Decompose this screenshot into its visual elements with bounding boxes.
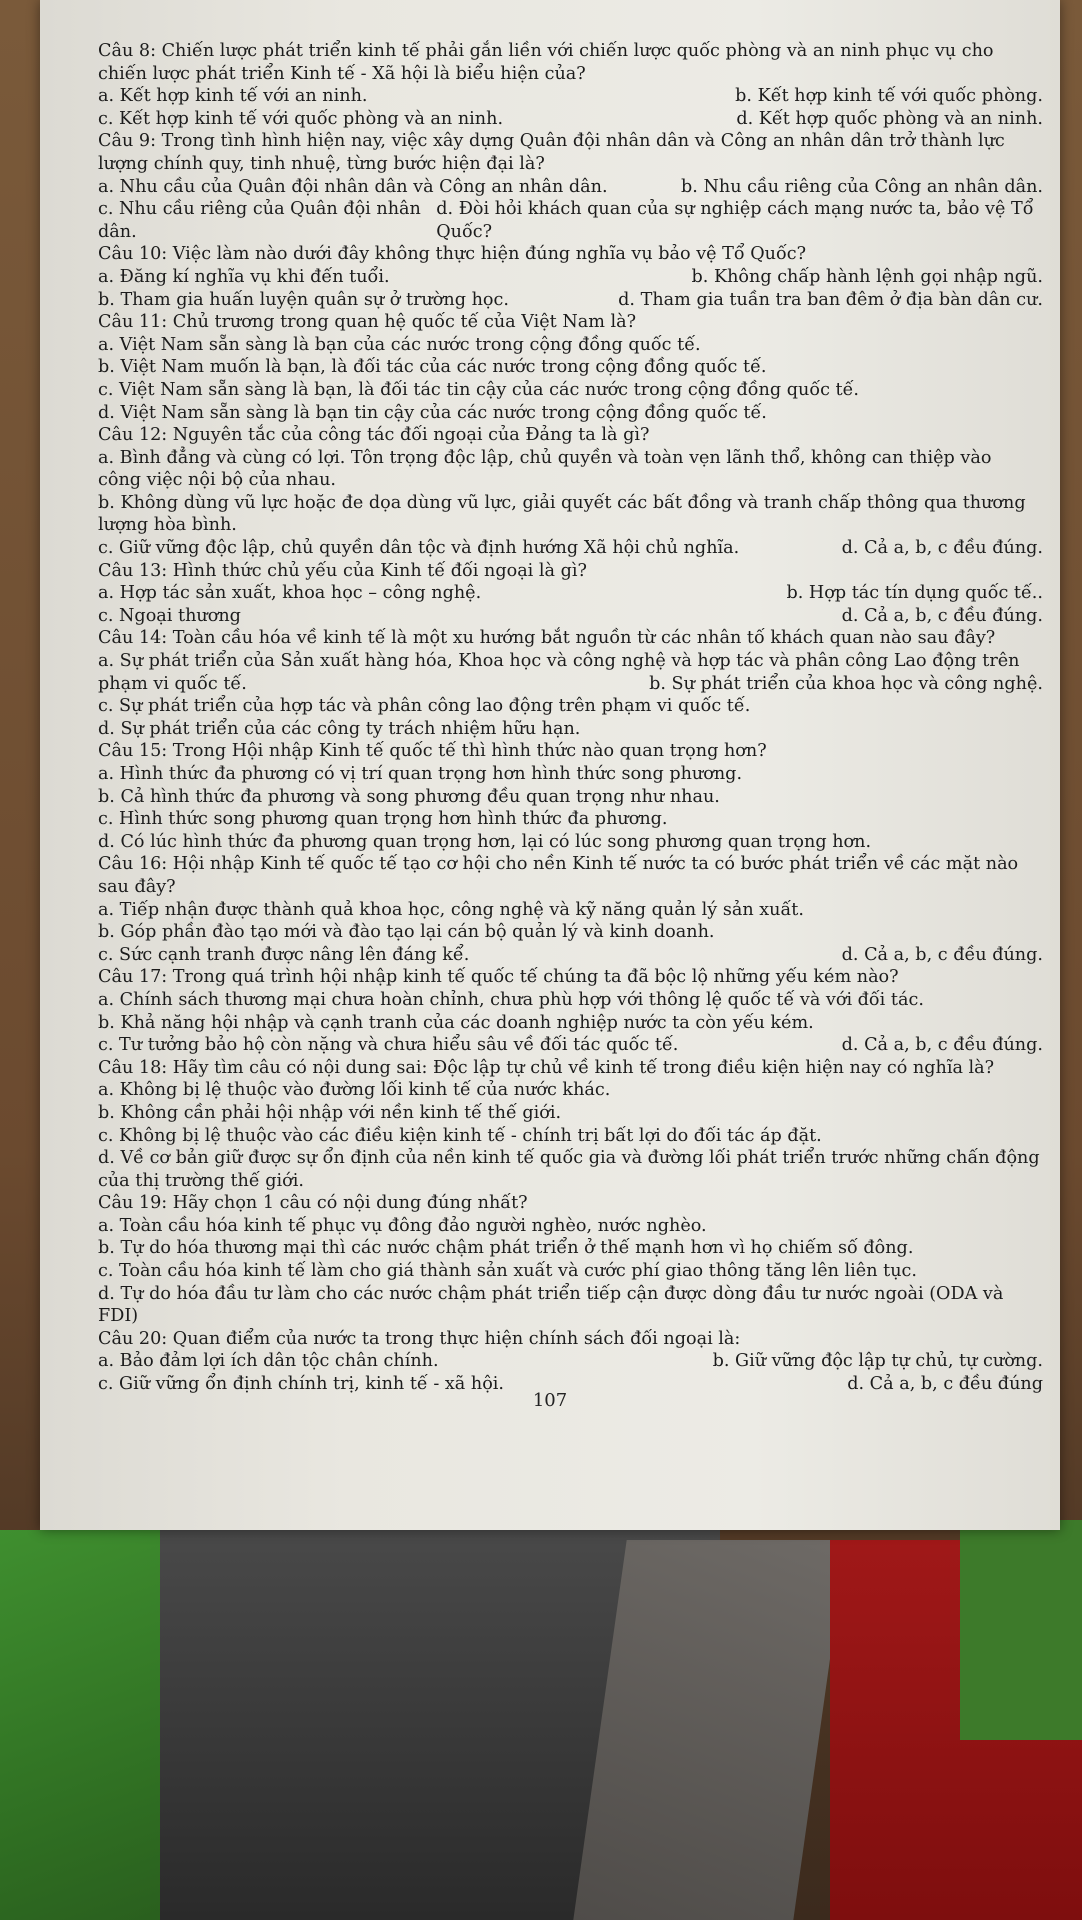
option-row xyxy=(98,605,1043,628)
text-line: d. Việt Nam sẵn sàng là bạn tin cậy của các nước trong cộng đồng quốc tế. xyxy=(98,402,767,423)
option-row xyxy=(98,944,1043,967)
green-object xyxy=(0,1530,170,1920)
option-row xyxy=(98,673,1043,696)
text-line: Câu 17: Trong quá trình hội nhập kinh tế quốc tế chúng ta đã bộc lộ những yếu kém nào? xyxy=(98,967,899,988)
text-line: d. Sự phát triển của các công ty trách nhiệm hữu hạn. xyxy=(98,718,581,739)
text-line: b. Việt Nam muốn là bạn, là đối tác của các nước trong cộng đồng quốc tế. xyxy=(98,357,767,378)
option-right: d. Đòi hỏi khách quan của sự nghiệp cách mạng nước ta, bảo vệ Tổ Quốc? xyxy=(436,199,1034,242)
text-line: a. Tiếp nhận được thành quả khoa học, công nghệ và kỹ năng quản lý sản xuất. xyxy=(98,899,804,920)
page-number: 107 xyxy=(532,1390,568,1411)
text-line: Câu 11: Chủ trương trong quan hệ quốc tế của Việt Nam là? xyxy=(98,312,637,333)
option-left: c. Tư tưởng bảo hộ còn nặng và chưa hiểu sâu về đối tác quốc tế. xyxy=(98,1035,679,1056)
option-row xyxy=(98,85,1043,108)
option-row xyxy=(98,198,1043,243)
text-line: Câu 13: Hình thức chủ yếu của Kinh tế đối ngoại là gì? xyxy=(98,560,587,581)
text-line: b. Tự do hóa thương mại thì các nước chậm phát triển ở thế mạnh hơn vì họ chiếm số đông. xyxy=(98,1238,914,1259)
option-row xyxy=(98,1350,1043,1373)
text-line: c. Hình thức song phương quan trọng hơn hình thức đa phương. xyxy=(98,809,668,830)
option-right: b. Kết hợp kinh tế với quốc phòng. xyxy=(735,86,1043,107)
text-line: d. Về cơ bản giữ được sự ổn định của nền kinh tế quốc gia và đường lối phát triển trước những chấn động xyxy=(98,1148,1040,1169)
option-right: d. Cả a, b, c đều đúng. xyxy=(841,538,1043,559)
text-line: b. Khả năng hội nhập và cạnh tranh của các doanh nghiệp nước ta còn yếu kém. xyxy=(98,1012,814,1033)
option-row xyxy=(98,266,1043,289)
text-line: Câu 9: Trong tình hình hiện nay, việc xây dựng Quân đội nhân dân và Công an nhân dân trở thành lực xyxy=(98,131,1005,152)
option-right: b. Giữ vững độc lập tự chủ, tự cường. xyxy=(712,1351,1043,1372)
text-line: d. Có lúc hình thức đa phương quan trọng hơn, lại có lúc song phương quan trọng hơn. xyxy=(98,831,872,852)
text-line: FDI) xyxy=(98,1306,139,1327)
green-background-corner xyxy=(960,1520,1082,1740)
question-list xyxy=(98,40,1043,1396)
option-right: d. Kết hợp quốc phòng và an ninh. xyxy=(736,108,1043,129)
option-left: a. Đăng kí nghĩa vụ khi đến tuổi. xyxy=(98,266,390,287)
option-row xyxy=(98,289,1043,312)
text-line: c. Không bị lệ thuộc vào các điều kiện kinh tế - chính trị bất lợi do đối tác áp đặt. xyxy=(98,1125,822,1146)
option-left: c. Giữ vững độc lập, chủ quyền dân tộc và định hướng Xã hội chủ nghĩa. xyxy=(98,538,740,559)
text-line: Câu 12: Nguyên tắc của công tác đối ngoại của Đảng ta là gì? xyxy=(98,425,650,446)
option-left: c. Giữ vững ổn định chính trị, kinh tế - xã hội. xyxy=(98,1374,505,1395)
option-right: d. Cả a, b, c đều đúng xyxy=(847,1374,1043,1395)
option-left: c. Sức cạnh tranh được nâng lên đáng kể. xyxy=(98,944,470,965)
option-row xyxy=(98,537,1043,560)
option-row xyxy=(98,108,1043,131)
text-line: a. Bình đẳng và cùng có lợi. Tôn trọng độc lập, chủ quyền và toàn vẹn lãnh thổ, không can thiệp vào xyxy=(98,447,992,468)
text-line: Câu 14: Toàn cầu hóa về kinh tế là một xu hướng bắt nguồn từ các nhân tố khách quan nào sau đây? xyxy=(98,628,996,649)
text-line: của thị trường thế giới. xyxy=(98,1170,304,1191)
option-right: d. Cả a, b, c đều đúng. xyxy=(841,944,1043,965)
option-left: a. Hợp tác sản xuất, khoa học – công nghệ. xyxy=(98,583,482,604)
text-line: b. Cả hình thức đa phương và song phương đều quan trọng như nhau. xyxy=(98,786,720,807)
text-line: lượng chính quy, tinh nhuệ, từng bước hiện đại là? xyxy=(98,153,545,174)
text-line: Câu 19: Hãy chọn 1 câu có nội dung đúng nhất? xyxy=(98,1193,528,1214)
option-left: a. Nhu cầu của Quân đội nhân dân và Công an nhân dân. xyxy=(98,176,608,197)
text-line: công việc nội bộ của nhau. xyxy=(98,470,336,491)
option-right: b. Sự phát triển của khoa học và công nghệ. xyxy=(649,673,1043,694)
text-line: a. Sự phát triển của Sản xuất hàng hóa, Khoa học và công nghệ và hợp tác và phân công Lao động trên xyxy=(98,651,1020,672)
text-line: a. Chính sách thương mại chưa hoàn chỉnh, chưa phù hợp với thông lệ quốc tế và với đối tác. xyxy=(98,989,924,1010)
document-page xyxy=(40,0,1060,1530)
text-line: Câu 18: Hãy tìm câu có nội dung sai: Độc lập tự chủ về kinh tế trong điều kiện hiện nay có nghĩa là? xyxy=(98,1057,995,1078)
text-line: a. Toàn cầu hóa kinh tế phục vụ đông đảo người nghèo, nước nghèo. xyxy=(98,1215,707,1236)
option-left: a. Bảo đảm lợi ích dân tộc chân chính. xyxy=(98,1351,439,1372)
text-line: chiến lược phát triển Kinh tế - Xã hội là biểu hiện của? xyxy=(98,63,586,84)
text-line: c. Việt Nam sẵn sàng là bạn, là đối tác tin cậy của các nước trong cộng đồng quốc tế. xyxy=(98,379,860,400)
text-line: c. Sự phát triển của hợp tác và phân công lao động trên phạm vi quốc tế. xyxy=(98,696,751,717)
option-left: c. Ngoại thương xyxy=(98,605,241,626)
option-right: d. Cả a, b, c đều đúng. xyxy=(841,605,1043,626)
option-row xyxy=(98,582,1043,605)
text-line: a. Việt Nam sẵn sàng là bạn của các nước trong cộng đồng quốc tế. xyxy=(98,334,701,355)
option-right: b. Không chấp hành lệnh gọi nhập ngũ. xyxy=(691,266,1043,287)
option-row xyxy=(98,1034,1043,1057)
text-line: Câu 10: Việc làm nào dưới đây không thực hiện đúng nghĩa vụ bảo vệ Tổ Quốc? xyxy=(98,244,807,265)
text-line: Câu 15: Trong Hội nhập Kinh tế quốc tế thì hình thức nào quan trọng hơn? xyxy=(98,741,767,762)
option-right: d. Tham gia tuần tra ban đêm ở địa bàn dân cư. xyxy=(618,289,1043,310)
option-left: c. Kết hợp kinh tế với quốc phòng và an ninh. xyxy=(98,108,504,129)
text-line: sau đây? xyxy=(98,876,176,897)
text-line: b. Không cần phải hội nhập với nền kinh tế thế giới. xyxy=(98,1102,562,1123)
text-line: Câu 16: Hội nhập Kinh tế quốc tế tạo cơ hội cho nền Kinh tế nước ta có bước phát triển về các mặt nào xyxy=(98,854,1019,875)
text-line: Câu 8: Chiến lược phát triển kinh tế phải gắn liền với chiến lược quốc phòng và an ninh phục vụ cho xyxy=(98,41,994,61)
option-right: b. Nhu cầu riêng của Công an nhân dân. xyxy=(681,176,1043,197)
text-line: a. Hình thức đa phương có vị trí quan trọng hơn hình thức song phương. xyxy=(98,764,743,784)
option-right: b. Hợp tác tín dụng quốc tế.. xyxy=(786,583,1043,604)
text-line: b. Không dùng vũ lực hoặc đe dọa dùng vũ lực, giải quyết các bất đồng và tranh chấp thông qua thương xyxy=(98,492,1026,513)
option-left: phạm vi quốc tế. xyxy=(98,673,247,694)
text-line: c. Toàn cầu hóa kinh tế làm cho giá thành sản xuất và cước phí giao thông tăng lên liên tục. xyxy=(98,1261,917,1282)
option-left: b. Tham gia huấn luyện quân sự ở trường học. xyxy=(98,289,509,310)
option-right: d. Cả a, b, c đều đúng. xyxy=(841,1035,1043,1056)
text-line: lượng hòa bình. xyxy=(98,515,237,536)
text-line: d. Tự do hóa đầu tư làm cho các nước chậm phát triển tiếp cận được dòng đầu tư nước ngoài (ODA và xyxy=(98,1283,1004,1304)
text-line: a. Không bị lệ thuộc vào đường lối kinh tế của nước khác. xyxy=(98,1080,611,1101)
text-line: Câu 20: Quan điểm của nước ta trong thực hiện chính sách đối ngoại là: xyxy=(98,1328,741,1349)
option-left: c. Nhu cầu riêng của Quân đội nhân dân. xyxy=(98,199,421,242)
text-line: b. Góp phần đào tạo mới và đào tạo lại cán bộ quản lý và kinh doanh. xyxy=(98,922,715,943)
option-left: a. Kết hợp kinh tế với an ninh. xyxy=(98,86,368,107)
option-row xyxy=(98,176,1043,199)
